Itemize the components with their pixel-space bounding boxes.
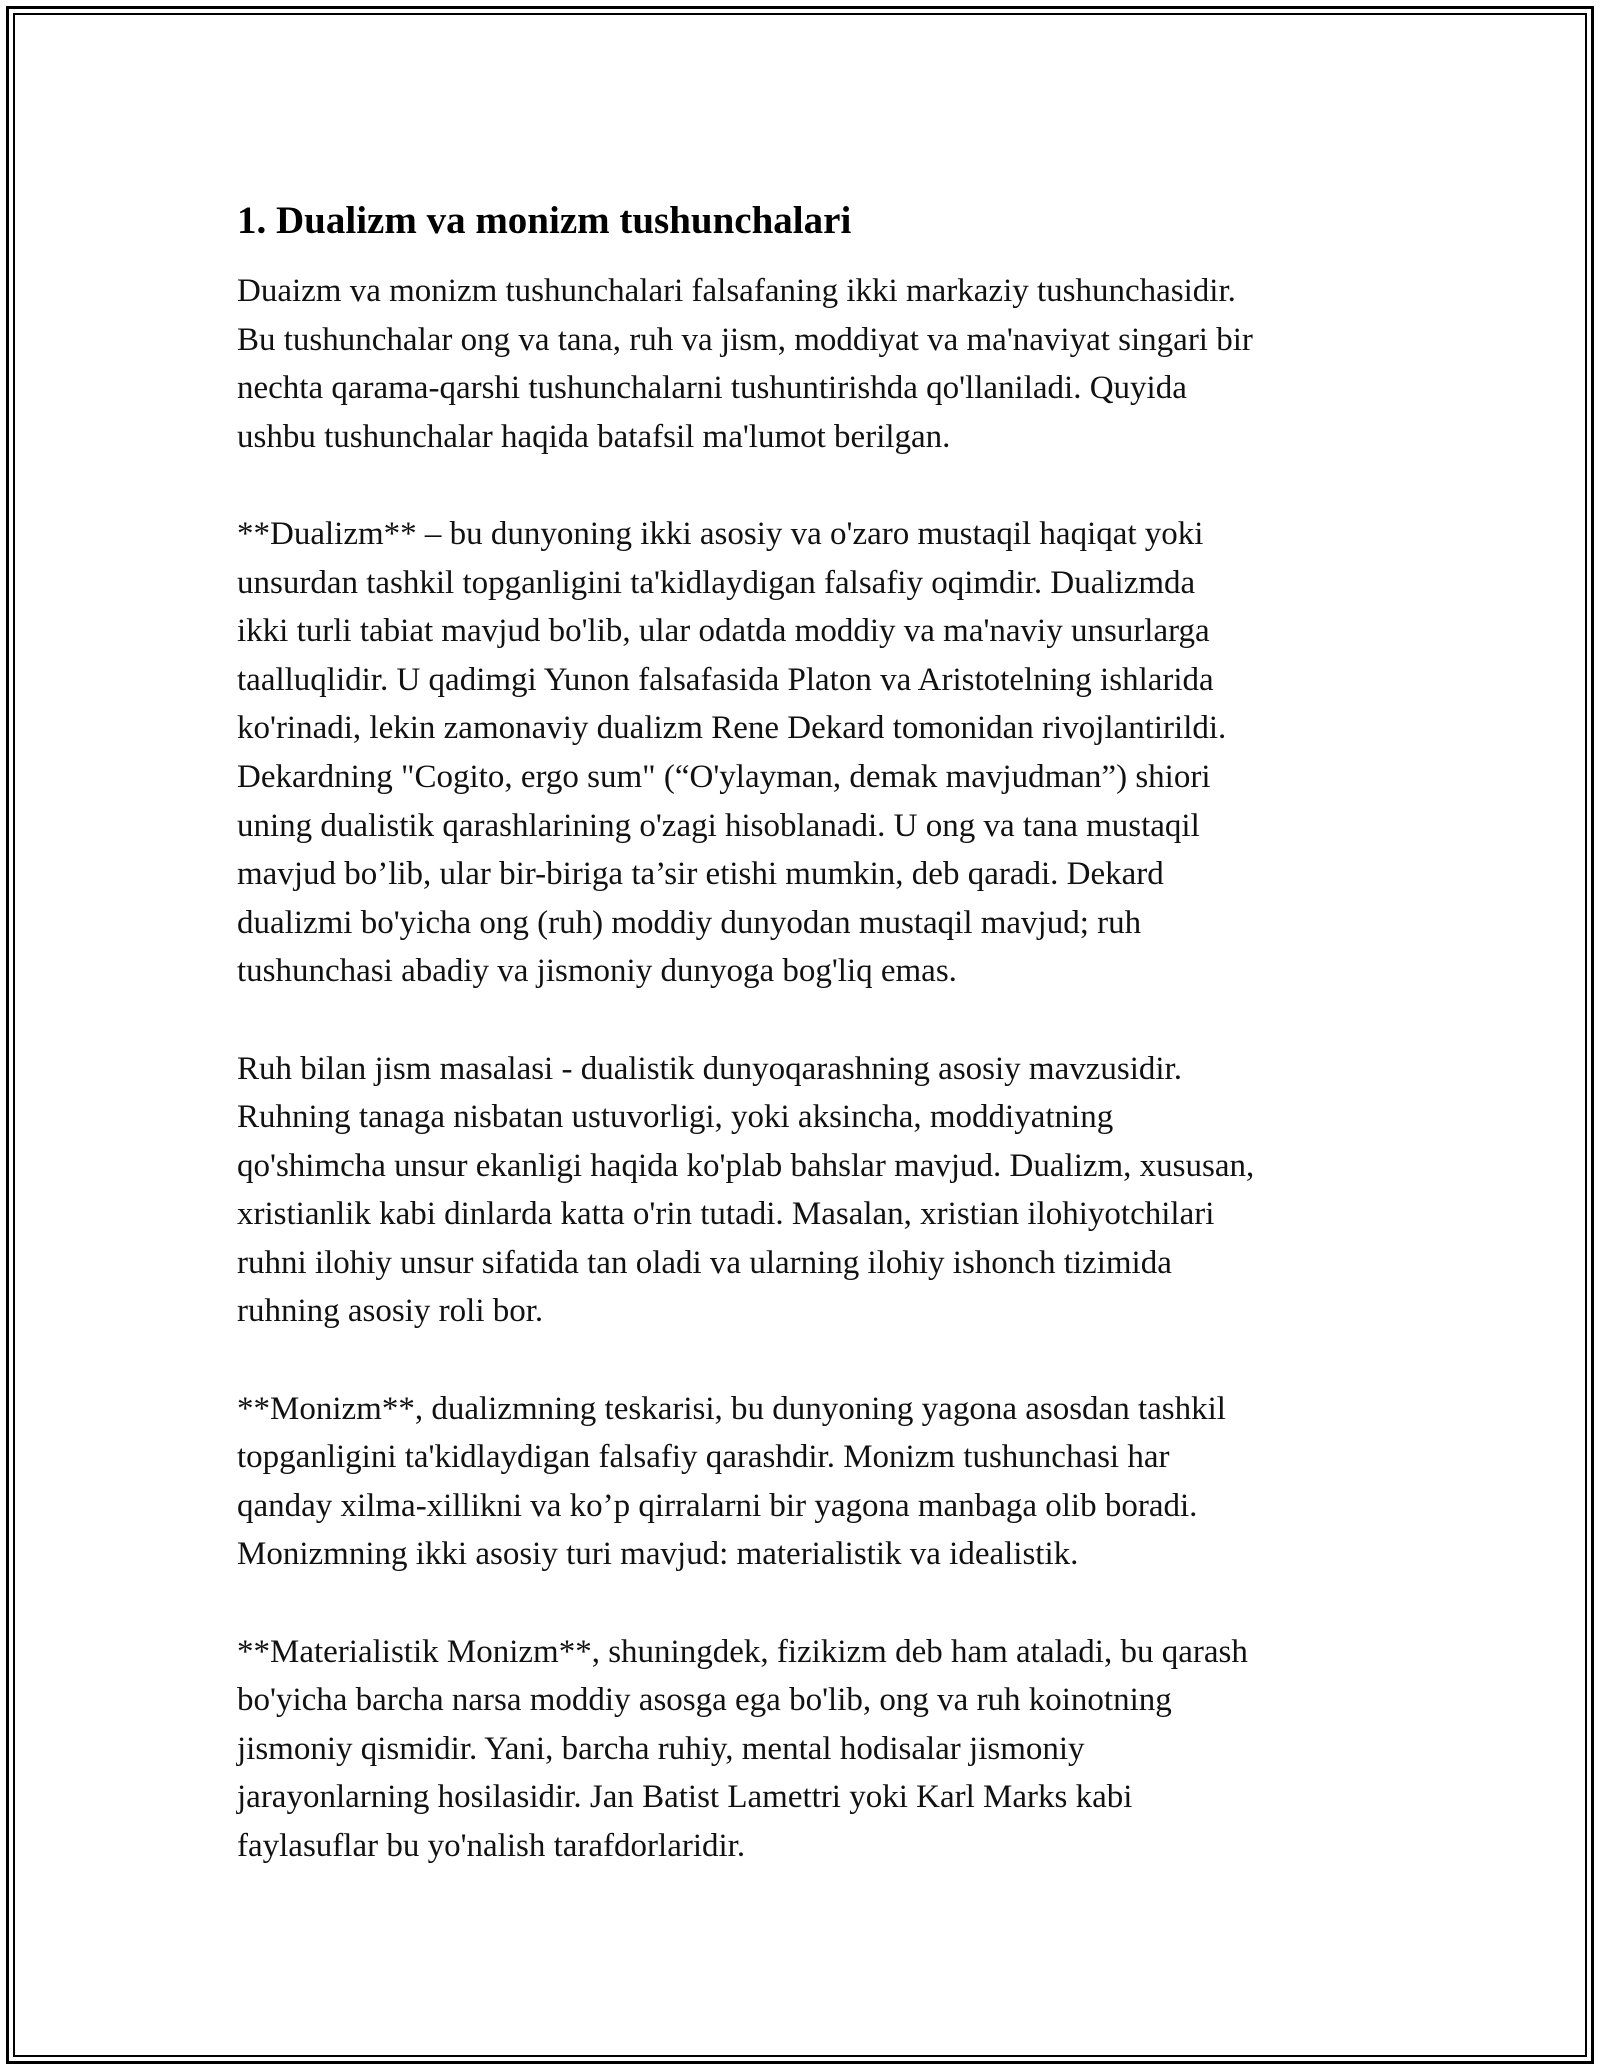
paragraph-intro: Duaizm va monizm tushunchalari falsafaning ikki markaziy tushunchasidir. Bu tushunchalar ong va tana, ruh va jism, moddiyat va ma'naviyat singari bir nechta qarama-qarshi tushunchalarni tushuntirishda qo'llaniladi. Quyida ushbu tushunchalar haqida batafsil ma'lumot berilgan. bbox=[237, 273, 1253, 455]
page-border bbox=[6, 6, 1594, 2064]
paragraph-dualism: **Dualizm** – bu dunyoning ikki asosiy va o'zaro mustaqil haqiqat yoki unsurdan tashkil topganligini ta'kidlaydigan falsafiy oqimdir. Dualizmda ikki turli tabiat mavjud bo'lib, ular odatda moddiy va ma'naviy unsurlarga taalluqlidir. U qadimgi Yunon falsafasida Platon va Aristotelning ishlarida ko'rinadi, lekin zamonaviy dualizm Rene Dekard tomonidan rivojlantirildi. Dekardning "Cogito, ergo sum" (“O'ylayman, demak mavjudman”) shiori uning dualistik qarashlarining o'zagi hisoblanadi. U ong va tana mustaqil mavjud bo’lib, ular bir-biriga ta’sir etishi mumkin, deb qaradi. Dekard dualizmi bo'yicha ong (ruh) moddiy dunyodan mustaqil mavjud; ruh tushunchasi abadiy va jismoniy dunyoga bog'liq emas. bbox=[237, 515, 1227, 990]
paragraph-soul-body: Ruh bilan jism masalasi - dualistik dunyoqarashning asosiy mavzusidir. Ruhning tanaga nisbatan ustuvorligi, yoki aksincha, moddiyatning qo'shimcha unsur ekanligi haqida ko'plab bahslar mavjud. Dualizm, xususan, xristianlik kabi dinlarda katta o'rin tutadi. Masalan, xristian ilohiyotchilari ruhni ilohiy unsur sifatida tan oladi va ularning ilohiy ishonch tizimida ruhning asosiy roli bor. bbox=[237, 1050, 1255, 1330]
paragraph-monism: **Monizm**, dualizmning teskarisi, bu dunyoning yagona asosdan tashkil topganligini ta'kidlaydigan falsafiy qarashdir. Monizm tushunchasi har qanday xilma-xillikni va ko’p qirralarni bir yagona manbaga olib boradi. Monizmning ikki asosiy turi mavjud: materialistik va idealistik. bbox=[237, 1390, 1226, 1573]
paragraph-materialist-monism: **Materialistik Monizm**, shuningdek, fizikizm deb ham ataladi, bu qarash bo'yicha barcha narsa moddiy asosga ega bo'lib, ong va ruh koinotning jismoniy qismidir. Yani, barcha ruhiy, mental hodisalar jismoniy jarayonlarning hosilasidir. Jan Batist Lamettri yoki Karl Marks kabi faylasuflar bu yo'nalish tarafdorlaridir. bbox=[237, 1633, 1248, 1864]
document-body bbox=[237, 197, 1407, 1871]
page-inner-border bbox=[13, 13, 1587, 2057]
section-heading: 1. Dualizm va monizm tushunchalari bbox=[237, 199, 852, 242]
